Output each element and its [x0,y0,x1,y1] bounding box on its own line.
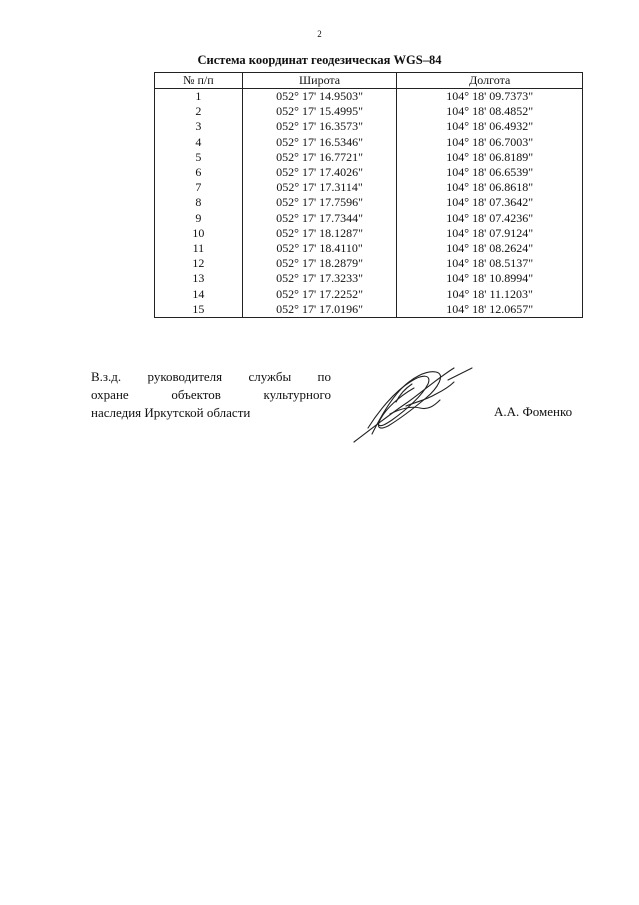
table-title: Система координат геодезическая WGS–84 [197,53,442,67]
cell-longitude: 104° 18' 06.8189" [397,150,583,165]
cell-longitude: 104° 18' 12.0657" [397,302,583,318]
header-longitude: Долгота [397,73,583,89]
position-word: культурного [263,387,331,402]
cell-number: 14 [155,286,243,301]
cell-longitude: 104° 18' 06.7003" [397,135,583,150]
cell-longitude: 104° 18' 07.3642" [397,195,583,210]
cell-latitude: 052° 17' 18.1287" [242,226,397,241]
cell-longitude: 104° 18' 06.8618" [397,180,583,195]
table-row [155,89,583,105]
cell-latitude: 052° 17' 17.2252" [242,286,397,301]
cell-number: 9 [155,211,243,226]
table-row [155,150,583,165]
position-word: руководителя [147,369,223,384]
cell-number: 7 [155,180,243,195]
cell-latitude: 052° 17' 17.7344" [242,211,397,226]
cell-longitude: 104° 18' 07.4236" [397,211,583,226]
cell-longitude: 104° 18' 06.4932" [397,119,583,134]
cell-number: 2 [155,104,243,119]
cell-number: 10 [155,226,243,241]
cell-latitude: 052° 17' 15.4995" [242,104,397,119]
cell-latitude: 052° 17' 17.0196" [242,302,397,318]
table-row [155,195,583,210]
cell-longitude: 104° 18' 06.6539" [397,165,583,180]
cell-longitude: 104° 18' 08.5137" [397,256,583,271]
cell-number: 3 [155,119,243,134]
cell-latitude: 052° 17' 16.3573" [242,119,397,134]
cell-latitude: 052° 17' 17.7596" [242,195,397,210]
cell-latitude: 052° 17' 17.3233" [242,271,397,286]
table-row [155,135,583,150]
table-row [155,286,583,301]
position-line-3: наследия Иркутской области [91,405,251,420]
handwritten-signature [350,362,480,444]
table-row [155,302,583,318]
table-row [155,180,583,195]
table-row [155,256,583,271]
position-word: службы [248,369,292,384]
signer-position [91,368,331,422]
coordinates-table [154,72,583,318]
position-line-2 [91,386,331,404]
table-row [155,241,583,256]
cell-number: 8 [155,195,243,210]
page-number: 2 [317,29,322,39]
table-row [155,271,583,286]
header-number: № п/п [155,73,243,89]
table-row [155,119,583,134]
cell-longitude: 104° 18' 07.9124" [397,226,583,241]
position-word: охране [91,387,129,402]
table-row [155,104,583,119]
cell-latitude: 052° 17' 16.7721" [242,150,397,165]
signer-name: А.А. Фоменко [494,404,573,419]
cell-longitude: 104° 18' 10.8994" [397,271,583,286]
table-body [155,89,583,318]
table-row [155,226,583,241]
table-row [155,165,583,180]
cell-number: 4 [155,135,243,150]
cell-latitude: 052° 17' 14.9503" [242,89,397,105]
cell-latitude: 052° 17' 16.5346" [242,135,397,150]
cell-number: 13 [155,271,243,286]
cell-number: 15 [155,302,243,318]
cell-longitude: 104° 18' 08.2624" [397,241,583,256]
cell-longitude: 104° 18' 08.4852" [397,104,583,119]
header-latitude: Широта [242,73,397,89]
position-word: по [317,369,331,384]
position-word: объектов [171,387,221,402]
cell-latitude: 052° 17' 17.4026" [242,165,397,180]
cell-number: 11 [155,241,243,256]
cell-longitude: 104° 18' 11.1203" [397,286,583,301]
position-line-1 [91,368,331,386]
cell-longitude: 104° 18' 09.7373" [397,89,583,105]
cell-latitude: 052° 17' 17.3114" [242,180,397,195]
position-word: В.з.д. [91,369,122,384]
cell-latitude: 052° 17' 18.2879" [242,256,397,271]
table-row [155,211,583,226]
cell-number: 6 [155,165,243,180]
cell-number: 1 [155,89,243,105]
cell-number: 5 [155,150,243,165]
cell-number: 12 [155,256,243,271]
cell-latitude: 052° 17' 18.4110" [242,241,397,256]
table-header-row [155,73,583,89]
